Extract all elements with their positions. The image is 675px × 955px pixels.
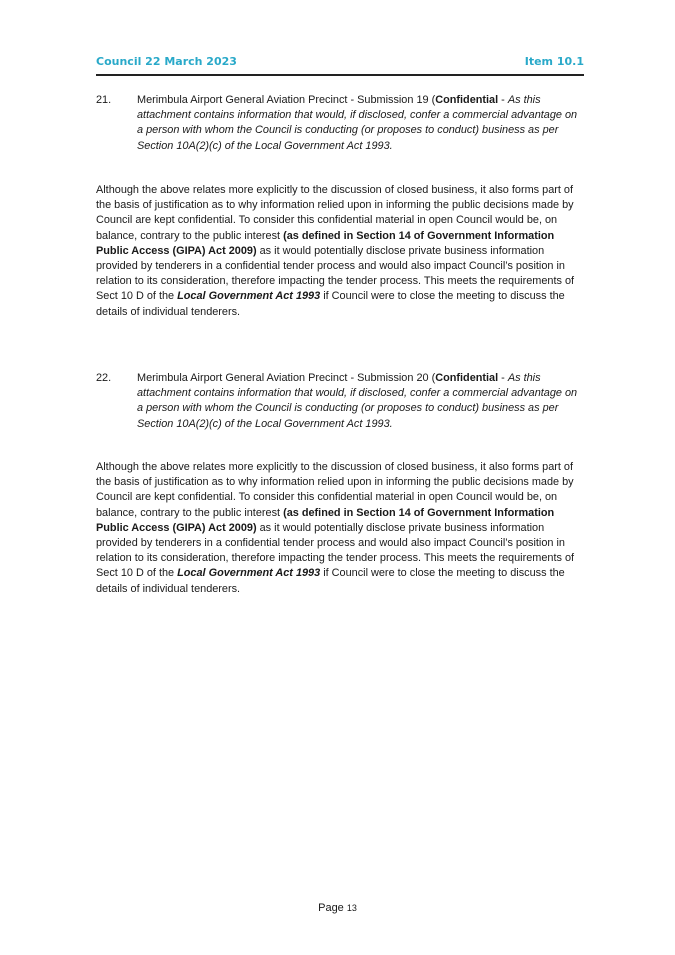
item-index: 21. — [96, 94, 112, 106]
meeting-date: Council 22 March 2023 — [96, 55, 237, 68]
confidential-reason: As this attachment contains information that would, if disclosed, confer a commercial advantage on a person with whom the Council is conducting (or proposes to conduct) business as per Section 10A(2)(c) of the Local Government Act 1993. — [137, 94, 578, 152]
confidential-reason: As this attachment contains information that would, if disclosed, confer a commercial advantage on a person with whom the Council is conducting (or proposes to conduct) business as per Section 10A(2)(c) of the Local Government Act 1993. — [137, 372, 578, 430]
item-number: Item 10.1 — [524, 55, 584, 68]
item-description — [137, 371, 584, 432]
item-description — [137, 93, 584, 154]
justification-paragraph-21 — [96, 183, 584, 320]
confidential-label: Confidential — [435, 372, 499, 384]
page-number: 13 — [346, 903, 357, 913]
para-text: as it would potentially disclose private business information provided by tenderers in a confidential tender process and would also impact Council’s position in relation to its consideration, therefore impacting the tender process. This meets the requirements of Sect 10 D of the — [96, 244, 575, 303]
gipa-reference: (as defined in Section 14 of Government Information Public Access (GIPA) Act 2009) — [96, 506, 555, 534]
attachment-item-22 — [96, 371, 584, 432]
para-text: as it would potentially disclose private business information provided by tenderers in a confidential tender process and would also impact Council’s position in relation to its consideration, therefore impacting the tender process. This meets the requirements of Sect 10 D of the — [96, 521, 575, 580]
item-title: Merimbula Airport General Aviation Precinct - Submission 20 ( — [137, 372, 436, 384]
para-text: if Council were to close the meeting to discuss the details of individual tenderers. — [96, 290, 565, 318]
separator: - — [498, 372, 508, 384]
separator: - — [498, 94, 508, 106]
confidential-label: Confidential — [435, 94, 499, 106]
para-text: Although the above relates more explicitly to the discussion of closed business, it also forms part of the basis of justification as to why information relied upon in informing the public decisions made by Council are kept confidential. To consider this confidential material in open Council would be, on balance, contrary to the public interest — [96, 461, 574, 519]
item-title: Merimbula Airport General Aviation Precinct - Submission 19 ( — [137, 94, 436, 106]
page-label: Page — [318, 902, 344, 914]
gipa-reference: (as defined in Section 14 of Government Information Public Access (GIPA) Act 2009) — [96, 229, 555, 257]
act-reference: Local Government Act 1993 — [177, 290, 321, 303]
item-index: 22. — [96, 372, 112, 384]
header-rule — [96, 74, 584, 76]
justification-paragraph-22 — [96, 460, 584, 597]
page-footer — [0, 902, 675, 914]
attachment-item-21 — [96, 93, 584, 154]
page-header — [96, 55, 584, 68]
act-reference: Local Government Act 1993 — [177, 567, 321, 580]
para-text: if Council were to close the meeting to discuss the details of individual tenderers. — [96, 567, 565, 595]
para-text: Although the above relates more explicitly to the discussion of closed business, it also forms part of the basis of justification as to why information relied upon in informing the public decisions made by Council are kept confidential. To consider this confidential material in open Council would be, on balance, contrary to the public interest — [96, 184, 574, 242]
